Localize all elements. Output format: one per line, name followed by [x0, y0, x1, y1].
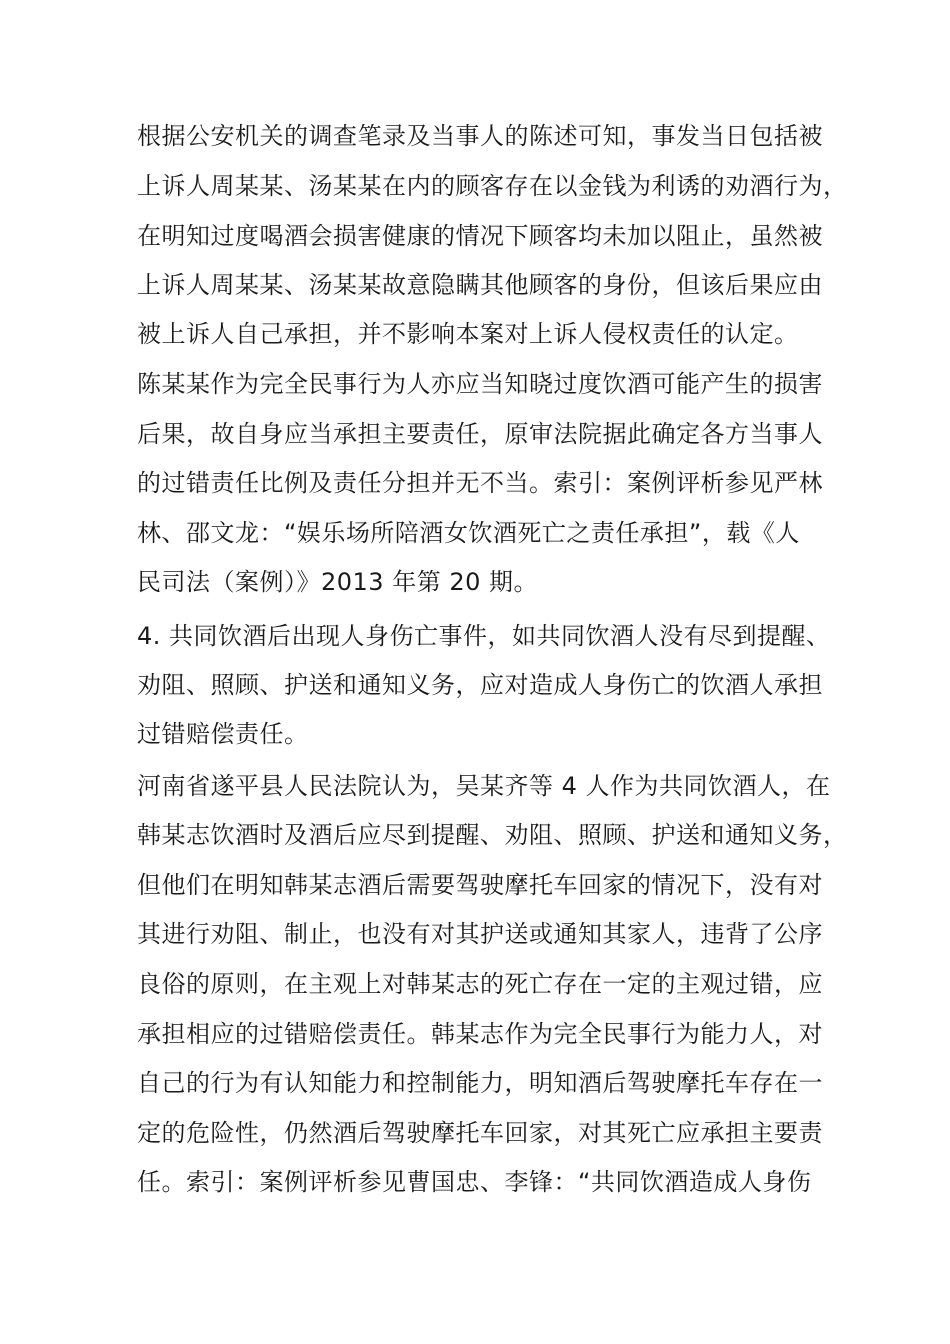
text-line: 承担相应的过错赔偿责任。韩某志作为完全民事行为能力人，对 — [137, 1020, 823, 1048]
text-line: 根据公安机关的调查笔录及当事人的陈述可知，事发当日包括被 — [137, 122, 823, 150]
text-line: 上诉人周某某、汤某某在内的顾客存在以金钱为利诱的劝酒行为， — [137, 172, 848, 200]
text-line: 但他们在明知韩某志酒后需要驾驶摩托车回家的情况下，没有对 — [137, 871, 823, 899]
numbered-heading-line: 4. 共同饮酒后出现人身伤亡事件，如共同饮酒人没有尽到提醒、 — [137, 622, 831, 650]
text-line: 后果，故自身应当承担主要责任，原审法院据此确定各方当事人 — [137, 420, 823, 448]
numbered-heading-line: 劝阻、照顾、护送和通知义务，应对造成人身伤亡的饮酒人承担 — [137, 671, 823, 699]
text-line: 任。索引：案例评析参见曹国忠、李锋：“共同饮酒造成人身伤 — [137, 1168, 812, 1196]
text-line: 河南省遂平县人民法院认为，吴某齐等 4 人作为共同饮酒人，在 — [137, 772, 831, 800]
text-line: 良俗的原则，在主观上对韩某志的死亡存在一定的主观过错，应 — [137, 970, 823, 998]
text-line: 被上诉人自己承担，并不影响本案对上诉人侵权责任的认定。 — [137, 320, 799, 348]
text-line: 其进行劝阻、制止，也没有对其护送或通知其家人，违背了公序 — [137, 920, 823, 948]
text-line: 在明知过度喝酒会损害健康的情况下顾客均未加以阻止，虽然被 — [137, 222, 823, 250]
text-line: 上诉人周某某、汤某某故意隐瞒其他顾客的身份，但该后果应由 — [137, 271, 823, 299]
text-line: 韩某志饮酒时及酒后应尽到提醒、劝阻、照顾、护送和通知义务， — [137, 821, 848, 849]
text-line: 自己的行为有认知能力和控制能力，明知酒后驾驶摩托车存在一 — [137, 1069, 823, 1097]
text-line: 的过错责任比例及责任分担并无不当。索引：案例评析参见严林 — [137, 469, 823, 497]
text-line: 定的危险性，仍然酒后驾驶摩托车回家，对其死亡应承担主要责 — [137, 1119, 823, 1147]
text-line: 林、邵文龙：“娱乐场所陪酒女饮酒死亡之责任承担”，载《人 — [137, 519, 800, 547]
numbered-heading-line: 过错赔偿责任。 — [137, 720, 309, 748]
text-line: 陈某某作为完全民事行为人亦应当知晓过度饮酒可能产生的损害 — [137, 370, 823, 398]
text-line: 民司法（案例）》2013 年第 20 期。 — [137, 568, 539, 596]
